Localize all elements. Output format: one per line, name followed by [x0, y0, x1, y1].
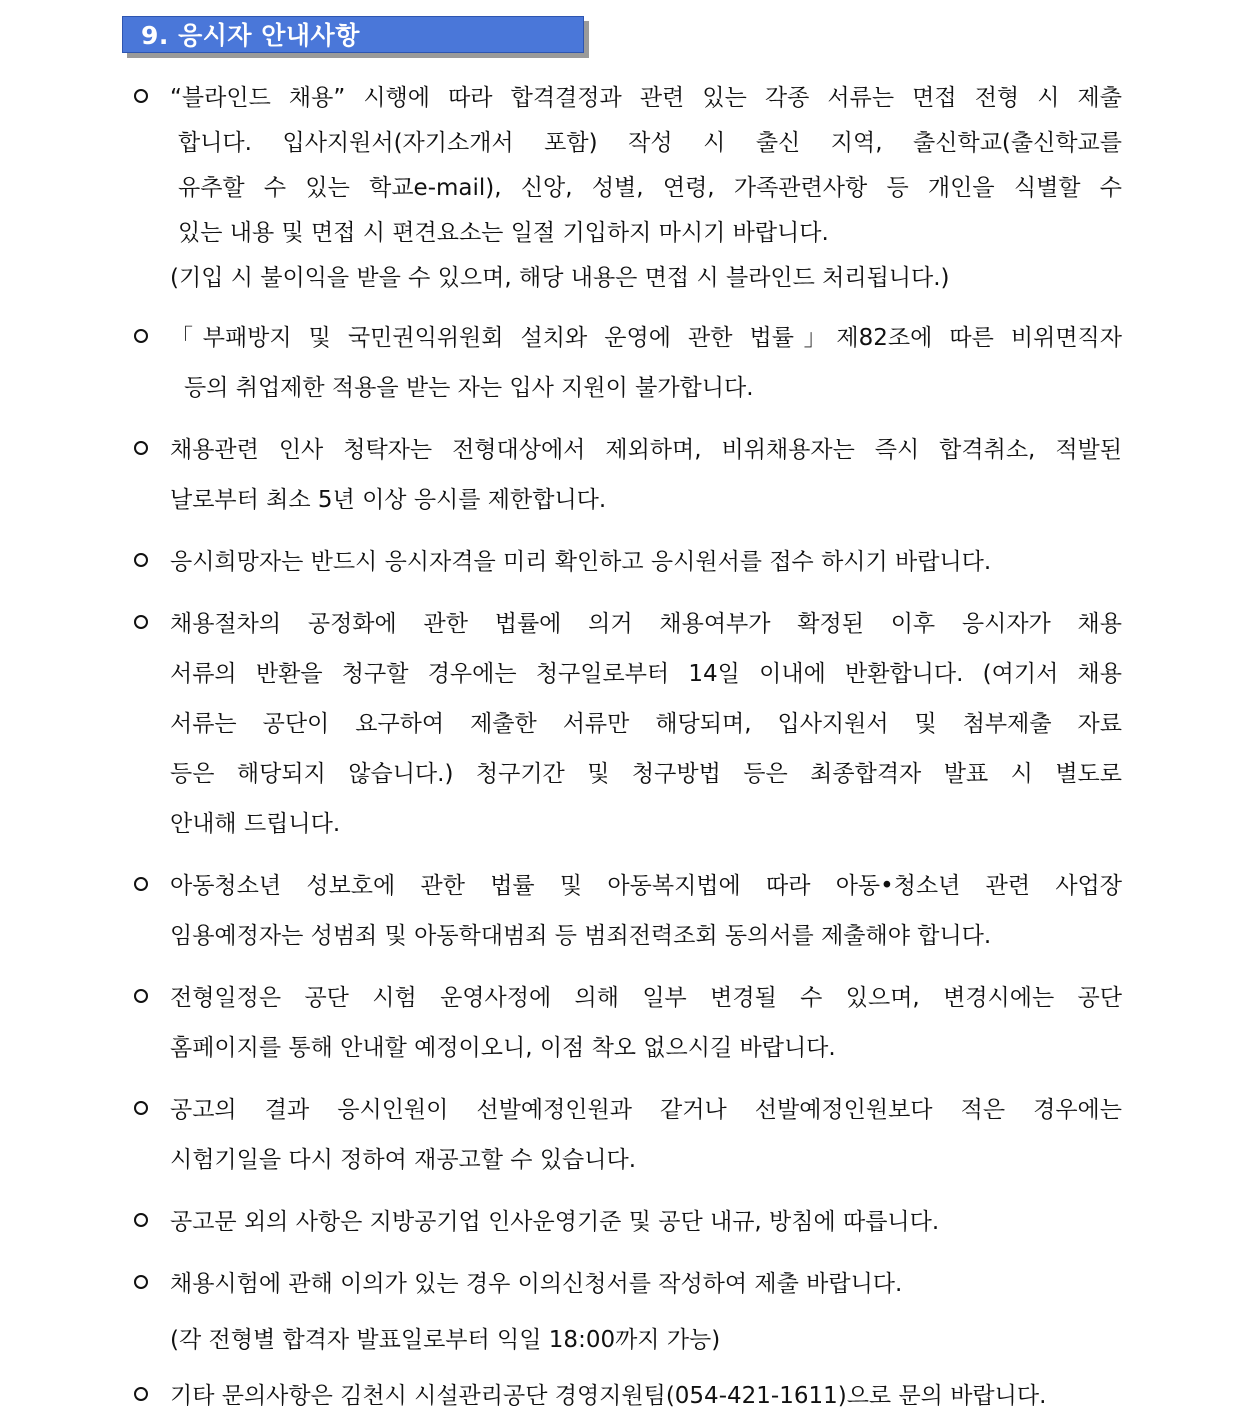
item-line: 채용시험에 관해 이의가 있는 경우 이의신청서를 작성하여 제출 바랍니다. [170, 1271, 903, 1297]
list-item [130, 1197, 1122, 1247]
item-line: 공고문 외의 사항은 지방공기업 인사운영기준 및 공단 내규, 방침에 따릅니다. [170, 1209, 940, 1235]
item-line: 채용절차의 공정화에 관한 법률에 의거 채용여부가 확정된 이후 응시자가 채용 [170, 611, 1122, 637]
item-line: 있는 내용 및 면접 시 편견요소는 일절 기입하지 마시기 바랍니다. [178, 220, 829, 246]
item-line: 임용예정자는 성범죄 및 아동학대범죄 등 범죄전력조회 동의서를 제출해야 합니다. [170, 923, 992, 949]
item-line: 공고의 결과 응시인원이 선발예정인원과 같거나 선발예정인원보다 적은 경우에는 [170, 1097, 1122, 1123]
item-line: 응시희망자는 반드시 응시자격을 미리 확인하고 응시원서를 접수 하시기 바랍니다. [170, 549, 992, 575]
section-title: 9. 응시자 안내사항 [122, 16, 584, 53]
circle-bullet-icon [134, 553, 148, 567]
list-item [130, 973, 1122, 1073]
item-line: 홈페이지를 통해 안내할 예정이오니, 이점 착오 없으시길 바랍니다. [170, 1035, 836, 1061]
circle-bullet-icon [134, 329, 148, 343]
item-line: 시험기일을 다시 정하여 재공고할 수 있습니다. [170, 1147, 637, 1173]
list-item [130, 1259, 1122, 1371]
item-line: 서류는 공단이 요구하여 제출한 서류만 해당되며, 입사지원서 및 첨부제출 자료 [170, 711, 1122, 737]
item-line: 「부패방지 및 국민권익위원회 설치와 운영에 관한 법률」제82조에 따른 비위면직자 [170, 325, 1122, 351]
notice-list [130, 76, 1122, 1421]
item-line: 날로부터 최소 5년 이상 응시를 제한합니다. [170, 487, 607, 513]
item-line: 합니다. 입사지원서(자기소개서 포함) 작성 시 출신 지역, 출신학교(출신학교를 [178, 130, 1122, 156]
circle-bullet-icon [134, 615, 148, 629]
circle-bullet-icon [134, 989, 148, 1003]
item-note: (기입 시 불이익을 받을 수 있으며, 해당 내용은 면접 시 블라인드 처리됩니다.) [170, 265, 950, 291]
circle-bullet-icon [134, 877, 148, 891]
list-item [130, 537, 1122, 587]
item-line: 채용관련 인사 청탁자는 전형대상에서 제외하며, 비위채용자는 즉시 합격취소, 적발된 [170, 437, 1122, 463]
item-line: 등은 해당되지 않습니다.) 청구기간 및 청구방법 등은 최종합격자 발표 시 별도로 [170, 761, 1122, 787]
list-item [130, 1371, 1122, 1421]
item-note: (각 전형별 합격자 발표일로부터 익일 18:00까지 가능) [170, 1327, 721, 1353]
item-line: 아동청소년 성보호에 관한 법률 및 아동복지법에 따라 아동•청소년 관련 사업장 [170, 873, 1122, 899]
list-item [130, 76, 1122, 301]
circle-bullet-icon [134, 441, 148, 455]
list-item [130, 425, 1122, 525]
item-line: 등의 취업제한 적용을 받는 자는 입사 지원이 불가합니다. [184, 375, 754, 401]
circle-bullet-icon [134, 1275, 148, 1289]
circle-bullet-icon [134, 89, 148, 103]
list-item [130, 313, 1122, 413]
circle-bullet-icon [134, 1213, 148, 1227]
item-line: 전형일정은 공단 시험 운영사정에 의해 일부 변경될 수 있으며, 변경시에는 공단 [170, 985, 1122, 1011]
item-line: 기타 문의사항은 김천시 시설관리공단 경영지원팀(054-421-1611)으로 문의 바랍니다. [170, 1383, 1047, 1409]
circle-bullet-icon [134, 1101, 148, 1115]
list-item [130, 599, 1122, 849]
list-item [130, 861, 1122, 961]
item-line: 서류의 반환을 청구할 경우에는 청구일로부터 14일 이내에 반환합니다. (여기서 채용 [170, 661, 1122, 687]
item-line: “블라인드 채용” 시행에 따라 합격결정과 관련 있는 각종 서류는 면접 전형 시 제출 [170, 85, 1122, 111]
list-item [130, 1085, 1122, 1185]
item-line: 안내해 드립니다. [170, 811, 341, 837]
item-line: 유추할 수 있는 학교e-mail), 신앙, 성별, 연령, 가족관련사항 등 개인을 식별할 수 [178, 175, 1122, 201]
